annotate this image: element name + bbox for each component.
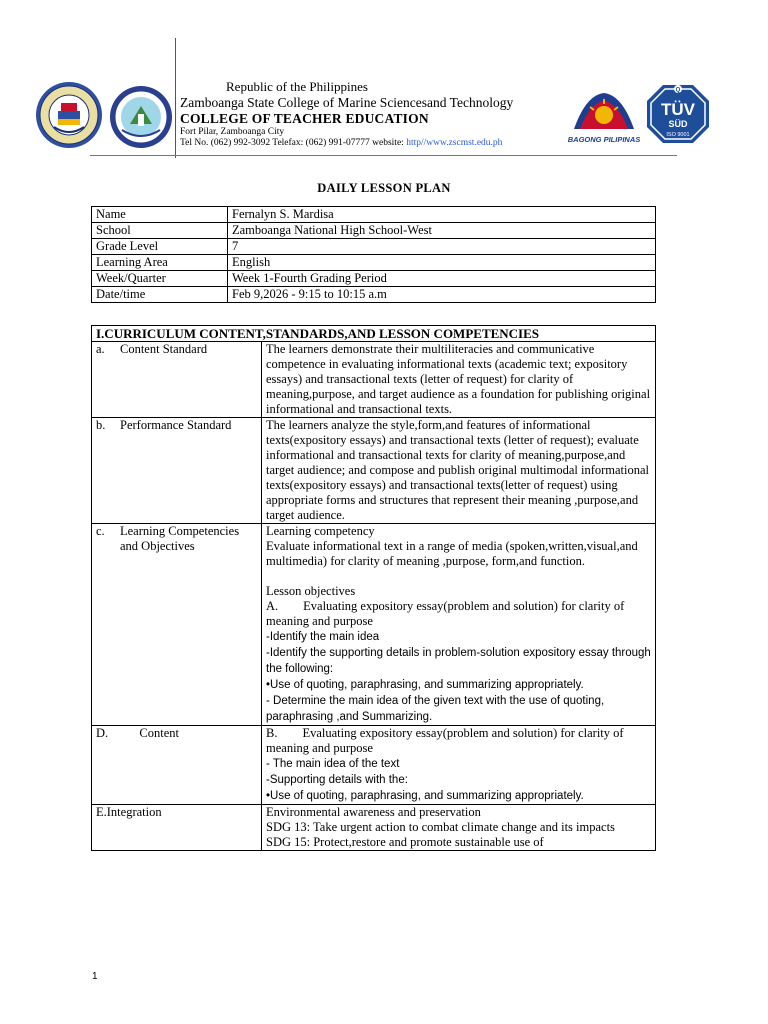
- competencies-cell: [262, 524, 656, 726]
- info-label: Date/time: [92, 287, 228, 303]
- info-value: English: [228, 255, 656, 271]
- info-value: Zamboanga National High School-West: [228, 223, 656, 239]
- header-divider: [90, 155, 677, 156]
- table-row: [92, 418, 656, 524]
- info-label: School: [92, 223, 228, 239]
- row-letter: c.: [96, 524, 105, 538]
- zscmst-seal-logo: [34, 81, 104, 149]
- objective-a: A. Evaluating expository essay(problem and solution) for clarity of meaning and purpose: [266, 599, 628, 628]
- content-item: - The main idea of the text: [266, 758, 400, 770]
- competencies-label-cell: [92, 524, 262, 726]
- republic-text: Republic of the Philippines: [226, 79, 368, 94]
- table-row: [92, 223, 656, 239]
- content-standard-text: The learners demonstrate their multiliteracies and communicative competence in evaluating informational texts (academic text; expository essays) and transactional texts (letter of request) for clarity of meaning,purpose, and target audience as a foundation for publishing original informational and transactional texts.: [262, 342, 656, 418]
- content-cell: [262, 726, 656, 805]
- sud-text: SÜD: [668, 119, 688, 129]
- page-title: DAILY LESSON PLAN: [317, 181, 451, 195]
- integration-cell: [262, 805, 656, 851]
- iso-text: ISO 9001: [666, 132, 690, 138]
- objective-item: •Use of quoting, paraphrasing, and summarizing appropriately.: [266, 679, 584, 691]
- row-label: Content Standard: [120, 342, 208, 356]
- contact-line: [180, 138, 513, 149]
- table-row: [92, 805, 656, 851]
- competency-title: Learning competency: [266, 524, 375, 538]
- header-vertical-rule: [175, 38, 176, 158]
- row-letter: b.: [96, 418, 106, 432]
- content-label: D. Content: [92, 726, 262, 805]
- table-row: [92, 287, 656, 303]
- integration-label: E.Integration: [92, 805, 262, 851]
- row-letter: a.: [96, 342, 105, 356]
- objective-item: -Identify the supporting details in problem-solution expository essay through the following:: [266, 647, 651, 675]
- objective-item: -Identify the main idea: [266, 631, 380, 643]
- bagong-pilipinas-logo: [566, 85, 642, 147]
- performance-standard-label-cell: [92, 418, 262, 524]
- info-value: Fernalyn S. Mardisa: [228, 207, 656, 223]
- page-number: 1: [92, 971, 98, 982]
- address-text: Fort Pilar, Zamboanga City: [180, 127, 285, 137]
- content-item: •Use of quoting, paraphrasing, and summarizing appropriately.: [266, 790, 584, 802]
- info-label: Week/Quarter: [92, 271, 228, 287]
- info-label: Name: [92, 207, 228, 223]
- table-row: [92, 271, 656, 287]
- contact-text: Tel No. (062) 992-3092 Telefax: (062) 991-07777 website:: [180, 138, 407, 148]
- teacher-info-table: [91, 206, 656, 303]
- college-name: Zamboanga State College of Marine Sciencesand Technology: [180, 95, 514, 110]
- integration-line: Environmental awareness and preservation: [266, 805, 481, 819]
- tuv-q-mark: Q: [675, 87, 681, 94]
- table-row: [92, 524, 656, 726]
- performance-standard-text: The learners analyze the style,form,and features of informational texts(expository essays) and transactional texts (letter of request); evaluate informational and transactional texts for clarity of meaning,purpose,and target audience; and compose and publish original multimodal informational texts(expository essays) and transactional texts(letter of request) using appropriate forms and structures that represent their meaning ,purpose,and target audience.: [262, 418, 656, 524]
- info-value: Feb 9,2026 - 9:15 to 10:15 a.m: [228, 287, 656, 303]
- cte-seal-logo: [108, 84, 174, 150]
- tuv-text: TÜV: [661, 100, 695, 119]
- row-label: Performance Standard: [120, 418, 232, 432]
- content-standard-label-cell: [92, 342, 262, 418]
- bagong-pilipinas-text: BAGONG PILIPINAS: [567, 135, 641, 144]
- row-label: Learning Competencies and Objectives: [120, 524, 240, 553]
- info-label: Learning Area: [92, 255, 228, 271]
- table-row: [92, 239, 656, 255]
- website-link[interactable]: http//www.zscmst.edu.ph: [406, 138, 503, 148]
- curriculum-table: [91, 325, 656, 851]
- table-row: [92, 342, 656, 418]
- info-value: 7: [228, 239, 656, 255]
- competency-text: Evaluate informational text in a range of media (spoken,written,visual,and multimedia) for clarity of meaning ,purpose, form,and function.: [266, 539, 638, 568]
- info-value: Week 1-Fourth Grading Period: [228, 271, 656, 287]
- content-line-b: B. Evaluating expository essay(problem and solution) for clarity of meaning and purpose: [266, 726, 627, 755]
- content-item: -Supporting details with the:: [266, 774, 408, 786]
- department-name: COLLEGE OF TEACHER EDUCATION: [180, 111, 429, 126]
- objectives-title: Lesson objectives: [266, 584, 356, 598]
- table-row: [92, 207, 656, 223]
- integration-line: SDG 13: Take urgent action to combat climate change and its impacts: [266, 820, 615, 834]
- table-row: [92, 255, 656, 271]
- info-label: Grade Level: [92, 239, 228, 255]
- table-row: [92, 726, 656, 805]
- table-header-row: [92, 326, 656, 342]
- tuv-iso-logo: [645, 83, 711, 145]
- integration-line: SDG 15: Protect,restore and promote sustainable use of: [266, 835, 544, 849]
- objective-item: - Determine the main idea of the given text with the use of quoting, paraphrasing ,and Summarizing.: [266, 695, 605, 723]
- curriculum-heading: I.CURRICULUM CONTENT,STANDARDS,AND LESSON COMPETENCIES: [92, 326, 656, 342]
- college-header: [180, 79, 513, 149]
